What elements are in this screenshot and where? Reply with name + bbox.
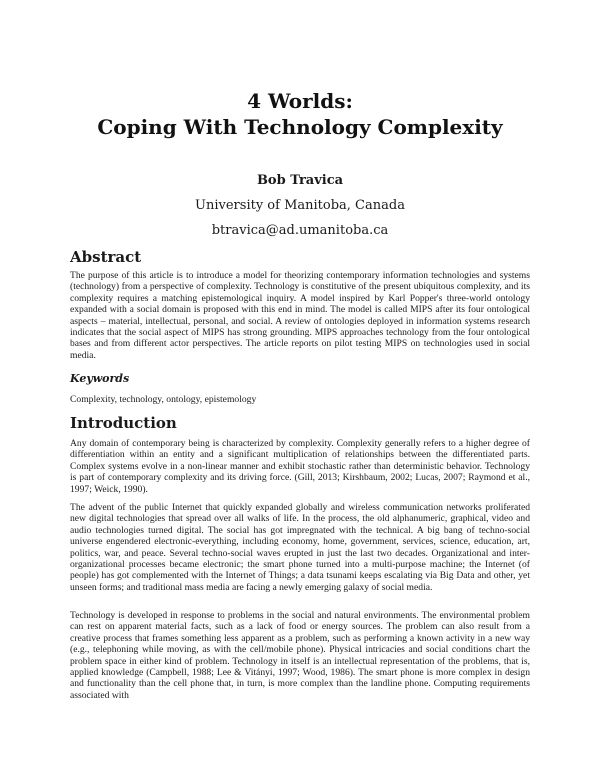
keywords-text: Complexity, technology, ontology, epistemology: [70, 394, 257, 405]
intro-paragraph-3: Technology is developed in response to problems in the social and natural environments. The environmental problem can rest on apparent material facts, such as a lack of food or energy sources. The problem can also result from a creative process that frames something less apparent as a problem, such as performing a known activity in a new way (e.g., telephoning while moving, as with the cell/mobile phone). Physical intricacies and social conditions chart the problem space in either kind of problem. Technology in itself is an intellectual representation of the problems, that is, applied knowledge (Campbell, 1988; Lee & Vitányi, 1997; Wood, 1986). The smart phone is more complex in design and functionality than the cell phone that, in turn, is more complex than the landline phone. Computing requirements associated with: [70, 610, 530, 701]
introduction-heading: Introduction: [70, 414, 177, 432]
author-name: Bob Travica: [256, 173, 344, 188]
title-line-1: 4 Worlds:: [247, 89, 353, 113]
abstract-heading: Abstract: [70, 248, 142, 266]
author-block: [0, 168, 600, 243]
title-line-2: Coping With Technology Complexity: [97, 115, 503, 139]
author-affiliation: University of Manitoba, Canada: [195, 198, 405, 213]
intro-paragraph-1: Any domain of contemporary being is characterized by complexity. Complexity generally refers to a higher degree of differentiation within an entity and a significant multiplication of relationships between the differentiated parts. Complex systems evolve in a non-linear manner and exhibit stochastic rather than deterministic behavior. Technology is part of contemporary complexity and its driving force. (Gill, 2013; Kirshbaum, 2002; Lucas, 2007; Raymond et al., 1997; Weick, 1990).: [70, 438, 530, 495]
author-email: btravica@ad.umanitoba.ca: [211, 223, 389, 238]
keywords-heading: Keywords: [70, 372, 130, 385]
intro-paragraph-2: The advent of the public Internet that quickly expanded globally and wireless communication networks proliferated new digital technologies that spread over all walks of life. In the process, the old alphanumeric, graphical, video and audio technologies turned digital. The social has got impregnated with the technical. A big bang of techno-social universe engendered electronic-everything, including economy, home, government, services, science, education, art, politics, war, and peace. Several techno-social waves erupted in just the last two decades. Organizational and inter-organizational processes became electronic; the smart phone turned into a multi-purpose machine; the Internet (of people) has got complemented with the Internet of Things; a data tsunami keeps escalating via Big Data and other, yet unseen forms; and traditional mass media are facing a newly emerging galaxy of social media.: [70, 502, 530, 593]
abstract-text: The purpose of this article is to introduce a model for theorizing contemporary information technologies and systems (technology) from a perspective of complexity. Technology is constitutive of the present ubiquitous complexity, and its complexity requires a matching epistemological inquiry. A model inspired by Karl Popper's three-world ontology expanded with a social domain is proposed with this end in mind. The model is called MIPS after its four ontological aspects – material, intellectual, personal, and social. A review of ontologies deployed in information systems research indicates that the social aspect of MIPS has strong grounding. MIPS approaches technology from the four ontological bases and from different actor perspectives. The article reports on pilot testing MIPS on technologies used in social media.: [70, 270, 530, 361]
paper-title: [0, 88, 600, 140]
